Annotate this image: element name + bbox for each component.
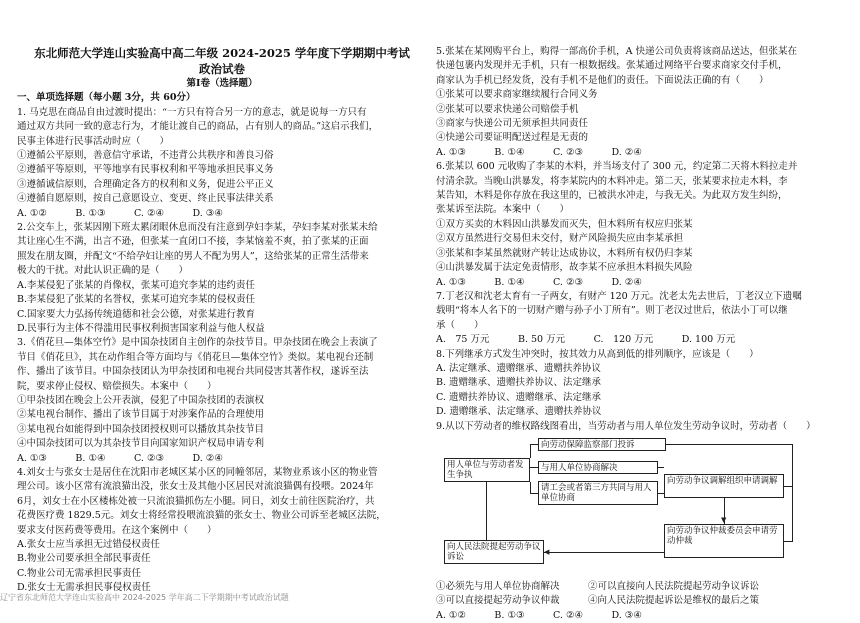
text-line: 通过双方共同一致的意志行为，才能让渡自己的商品，占有别人的商品。”这启示我们， bbox=[17, 121, 379, 133]
text-line: A.李某侵犯了张某的肖像权，张某可追究李某的违约责任 bbox=[17, 279, 255, 291]
flow-line bbox=[658, 467, 664, 468]
flow-line bbox=[486, 482, 487, 540]
flow-box-union: 请工会或者第三方共同与用人单位协商 bbox=[538, 481, 658, 505]
text-line: 承（ ） bbox=[436, 319, 484, 331]
text-line: ①双方买卖的木料因山洪暴发而灭失，但木料所有权应归张某 bbox=[436, 218, 693, 230]
flow-arrow-icon: ◀ bbox=[544, 547, 550, 556]
text-line: 民事主体进行民事活动时应（ ） bbox=[17, 135, 170, 147]
text-line: A. ①③ B. ①④ C. ②③ D. ②④ bbox=[436, 276, 642, 288]
text-line: A. 75 万元 B. 50 万元 C. 120 万元 D. 100 万元 bbox=[436, 334, 736, 346]
text-line: 载明“将本人名下的一切财产赠与孙子小丁所有”。则丁老汉过世后，依法小丁可以继 bbox=[436, 305, 788, 317]
text-line: 院，要求停止侵权、赔偿损失。本案中（ ） bbox=[17, 380, 217, 392]
text-line: 张某诉至法院。本案中（ ） bbox=[436, 204, 570, 216]
text-line: 商家认为手机已经发货，没有手机不是他们的责任。下面说法正确的有（ ） bbox=[436, 74, 769, 86]
right-question-text bbox=[436, 45, 848, 434]
text-line: B. 遗赠继承、遗赠扶养协议、法定继承 bbox=[436, 377, 602, 389]
text-line: ②张某可以要求快递公司赔偿手机 bbox=[436, 103, 579, 115]
flow-line bbox=[530, 467, 538, 468]
text-line: ④快递公司要证明配送过程是无责的 bbox=[436, 132, 589, 144]
text-line: ③遵循诚信原则，合理确定各方的权利和义务，促进公平正义 bbox=[17, 178, 274, 190]
text-line: ②某电视台制作、播出了该节目属于对涉案作品的合理使用 bbox=[17, 409, 265, 421]
right-question-options bbox=[436, 580, 848, 623]
page-footer: 辽宁省东北师范大学连山实验高中 2024-2025 学年高二下学期期中考试政治试题 bbox=[0, 593, 289, 602]
text-line: D.民事行为主体不得滥用民事权利损害国家利益与他人权益 bbox=[17, 322, 265, 334]
flow-box-negotiate: 与用人单位协商解决 bbox=[538, 461, 658, 474]
text-line: ②双方虽然进行交易但未交付，财产风险损失应由李某承担 bbox=[436, 233, 684, 245]
left-question-text bbox=[17, 106, 427, 596]
text-line: ①甲杂技团在晚会上公开表演，侵犯了中国杂技团的表演权 bbox=[17, 394, 265, 406]
text-line: ③商家与快递公司无须承担共同责任 bbox=[436, 118, 589, 130]
text-line: 节目《俏花旦》，其在动作组合等方面均与《俏花旦—集体空竹》类似。某电视台还制 bbox=[17, 351, 374, 363]
text-line: 付清余款。当晚山洪暴发，将李某院内的木料冲走。第二天，张某要求拉走木料，李 bbox=[436, 175, 788, 187]
text-line: 极大的干扰。对此认识正确的是（ ） bbox=[17, 265, 189, 277]
text-line: ①必须先与用人单位协商解决 ②可以直接向人民法院提起劳动争议诉讼 bbox=[436, 580, 760, 592]
text-line: 1. 马克思在商品自由过渡时提出：“一方只有符合另一方的意志，就是说每一方只有 bbox=[17, 106, 367, 118]
text-line: 作、播出了该节目。中国杂技团认为甲杂技团和电视台共同侵害其著作权，遂诉至法 bbox=[17, 366, 369, 378]
text-line: 7.丁老汉和沈老太育有一子两女，有财产 120 万元。沈老太先去世后，丁老汉立下遗嘱 bbox=[436, 290, 802, 302]
part-heading: 第Ⅰ卷（选择题） bbox=[186, 78, 258, 89]
text-line: B.物业公司要承担全部民事责任 bbox=[17, 553, 151, 565]
flow-line bbox=[658, 493, 664, 494]
text-line: 其让座心生不满，出言不逊，但张某一直闭口不接，李某恼羞不爽，拍了张某的正面 bbox=[17, 236, 369, 248]
text-line: ④山洪暴发属于法定免责情形，故李某不应承担木料损失风险 bbox=[436, 262, 693, 274]
text-line: A. ①③ B. ①④ C. ②③ D. ②④ bbox=[436, 146, 642, 158]
exam-title: 东北师范大学连山实验高中高二年级 2024-2025 学年度下学期期中考试 bbox=[34, 46, 410, 60]
text-line: ④遵循自愿原则，按自己意愿设立、变更、终止民事法律关系 bbox=[17, 193, 274, 205]
text-line: B.李某侵犯了张某的名誉权，张某可追究李某的侵权责任 bbox=[17, 294, 256, 306]
text-line: A. ①② B. ①③ C. ②④ D. ③④ bbox=[436, 609, 642, 621]
flow-box-mediation: 向劳动争议调解组织申请调解 bbox=[664, 474, 784, 498]
text-line: ③可以直接提起劳动争议仲裁 ④向人民法院提起诉讼是维权的最后之策 bbox=[436, 595, 760, 607]
flow-box-lawsuit: 向人民法院提起劳动争议诉讼 bbox=[444, 540, 544, 564]
flow-box-dispute: 用人单位与劳动者发生争执 bbox=[444, 458, 530, 482]
section-heading: 一、单项选择题（每小题 3分，共 60分） bbox=[17, 92, 196, 104]
left-column bbox=[17, 45, 427, 596]
flow-line bbox=[530, 493, 538, 494]
flow-line bbox=[784, 541, 793, 542]
flow-box-arbitration: 向劳动争议仲裁委员会申请劳动仲裁 bbox=[664, 524, 784, 558]
flow-arrow-icon: ▼ bbox=[721, 515, 727, 524]
text-line: 要求支付医药费等费用。在这个案例中（ ） bbox=[17, 524, 217, 536]
text-line: A. ①② B. ①③ C. ②④ D. ③④ bbox=[17, 207, 223, 219]
right-column bbox=[436, 45, 848, 623]
flow-line bbox=[784, 486, 792, 487]
text-line: A. ①③ B. ①④ C. ②③ D. ②④ bbox=[17, 452, 223, 464]
flow-line bbox=[666, 444, 792, 445]
text-line: C.物业公司无需承担民事责任 bbox=[17, 567, 141, 579]
text-line: 8.下列继承方式发生冲突时，按其效力从高到低的排列顺序，应该是（ ） bbox=[436, 348, 759, 360]
text-line: 某告知，木料是你存放在我这里的，已被洪水冲走，与我无关。为此双方发生纠纷， bbox=[436, 190, 788, 202]
rights-flowchart bbox=[436, 436, 848, 578]
text-line: ②遵循平等原则，平等地享有民事权利和平等地承担民事义务 bbox=[17, 164, 274, 176]
text-line: 4.刘女士与张女士是居住在沈阳市老城区某小区的同幢邻居，某物业系该小区的物业管 bbox=[17, 466, 378, 478]
text-line: ①张某可以要求商家继续履行合同义务 bbox=[436, 89, 598, 101]
text-line: 6.张某以 600 元收购了李某的木料，并当场支付了 300 元，约定第二天将木料拉走并 bbox=[436, 161, 798, 173]
text-line: 快递包裹内发现并无手机，只有一根数据线。张某通过网络平台要求商家交付手机， bbox=[436, 60, 788, 72]
text-line: A. 法定继承、遗赠继承、遗赠扶养协议 bbox=[436, 362, 601, 374]
text-line: ④中国杂技团可以为其杂技节目向国家知识产权局申请专利 bbox=[17, 438, 265, 450]
text-line: 照发在朋友圈，并配文“不给孕妇让座的男人不配为男人”，这给张某的正常生活带来 bbox=[17, 250, 369, 262]
flow-line bbox=[544, 552, 664, 553]
text-line: ①遵循公平原则，善意信守承诺，不违背公共秩序和善良习俗 bbox=[17, 150, 274, 162]
flow-line bbox=[792, 444, 793, 541]
text-line: C. 遗赠扶养协议、遗赠继承、法定继承 bbox=[436, 391, 601, 403]
text-line: 5.张某在某网购平台上，购得一部高价手机，A 快递公司负责将该商品送达，但张某在 bbox=[436, 46, 797, 57]
flow-line bbox=[530, 444, 531, 458]
text-line: 花费医疗费 1829.5元。刘女士将经常投喂流浪猫的张女士、物业公司诉至老城区法院， bbox=[17, 510, 386, 522]
text-line: 9.从以下劳动者的维权路线图看出，当劳动者与用人单位发生劳动争议时，劳动者（ ） bbox=[436, 420, 816, 432]
text-line: 3.《俏花旦—集体空竹》是中国杂技团自主创作的杂技节目。甲杂技团在晚会上表演了 bbox=[17, 337, 378, 349]
text-line: A.张女士应当承担无过错侵权责任 bbox=[17, 539, 160, 550]
text-line: D. 遗赠继承、法定继承、遗赠扶养协议 bbox=[436, 406, 602, 418]
text-line: ③某电视台如能得到中国杂技团授权则可以播放其杂技节目 bbox=[17, 423, 265, 435]
text-line: D.张女士无需承担民事侵权责任 bbox=[17, 582, 151, 594]
flow-box-complaint: 向劳动保障监察部门投诉 bbox=[538, 438, 666, 451]
text-line: ③张某和李某虽然就财产转让达成协议，木料所有权仍归李某 bbox=[436, 247, 693, 259]
flow-line bbox=[530, 444, 538, 445]
exam-subject: 政治试卷 bbox=[199, 62, 245, 76]
text-line: C.国家要大力弘扬传统道德和社会公德，对张某进行教育 bbox=[17, 308, 255, 320]
text-line: 理公司。该小区常有流浪猫出没，张女士及其他小区居民对流浪猫偶有投喂。2024年 bbox=[17, 481, 374, 493]
text-line: 2.公交车上，张某因刚下班太累闭眼休息而没有注意到孕妇李某，孕妇李某对张某未给 bbox=[17, 222, 378, 234]
flow-line bbox=[530, 482, 531, 493]
text-line: 6月，刘女士在小区楼栋处被一只流浪猫抓伤左小腿。同日，刘女士前往医院治疗，共 bbox=[17, 495, 375, 507]
